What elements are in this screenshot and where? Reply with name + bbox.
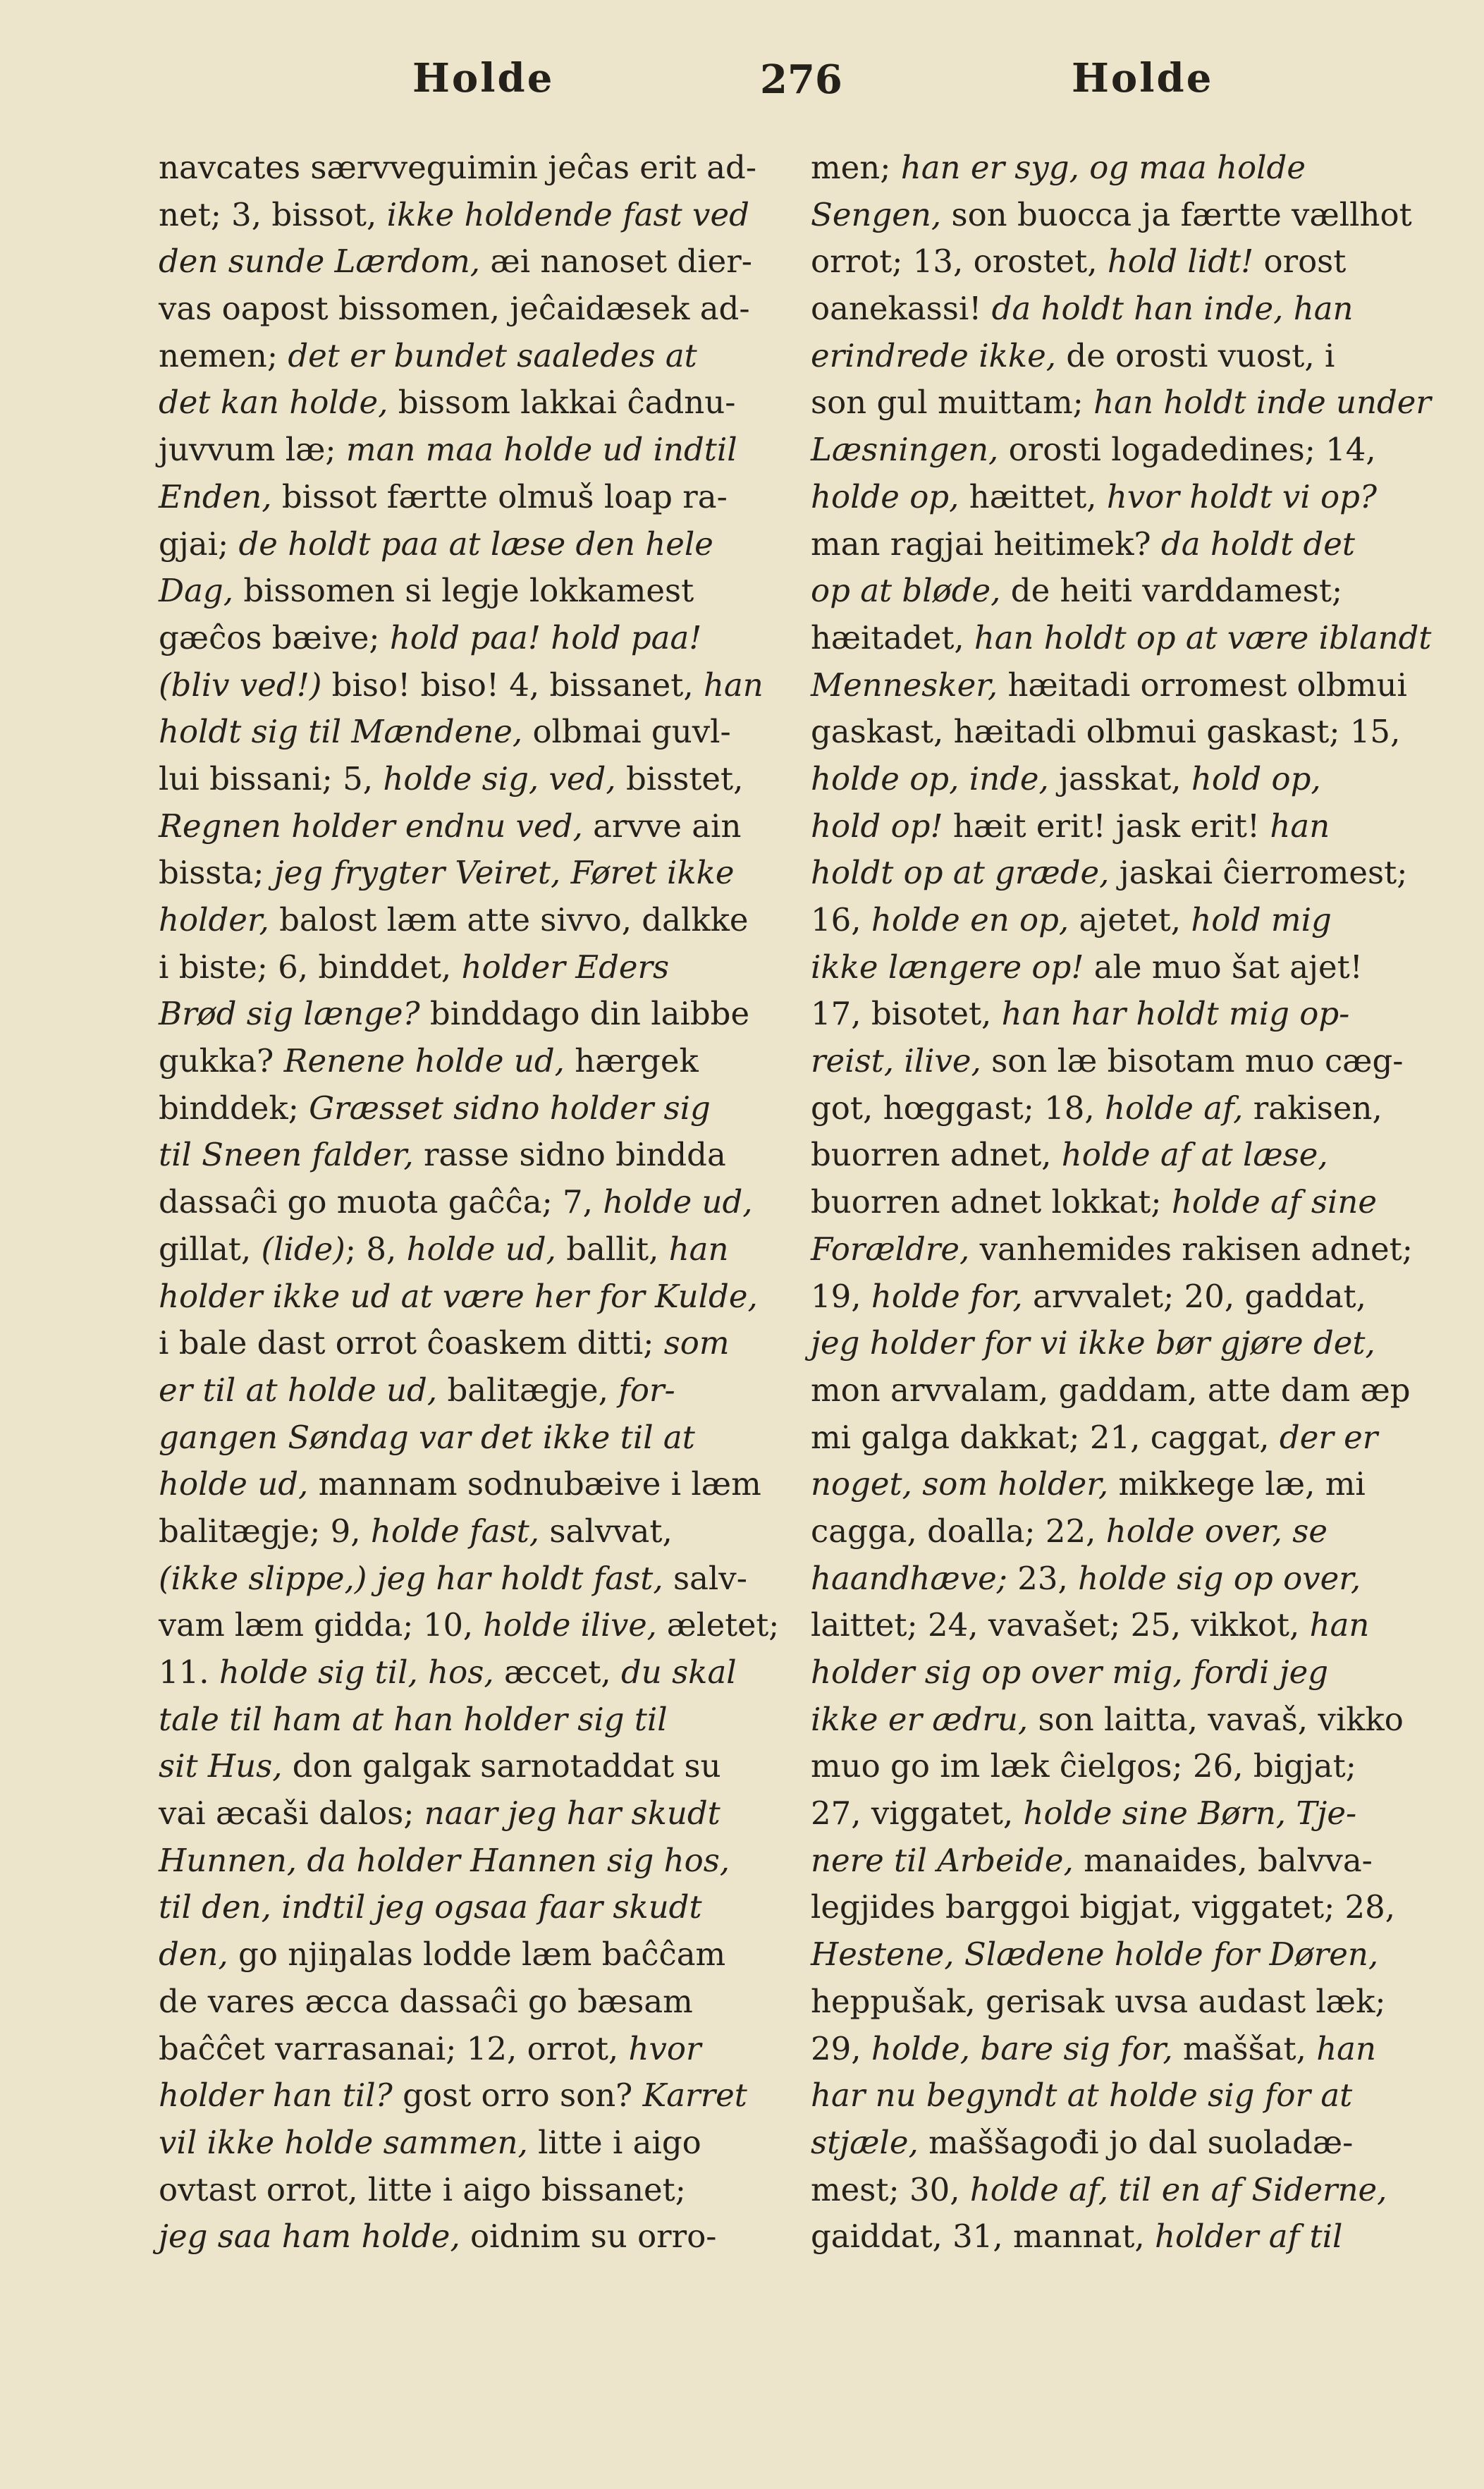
text-line <box>811 615 1432 662</box>
text-line <box>159 1461 779 1508</box>
italic-segment: som <box>663 1324 730 1362</box>
italic-segment: erindrede ikke, <box>811 336 1057 374</box>
italic-segment: han <box>1270 807 1330 845</box>
text-line <box>811 1038 1431 1085</box>
text-segment: vas oapost bissomen, jeĉaidæsek ad- <box>159 290 750 328</box>
text-segment: æletet; <box>656 1606 780 1644</box>
text-line <box>159 1837 779 1885</box>
text-segment: hæittet, <box>959 477 1107 515</box>
text-line <box>811 1508 1431 1555</box>
italic-segment: op at bløde, <box>811 572 1001 610</box>
text-line <box>159 615 779 662</box>
text-segment: muo go im læk ĉielgos; 26, bigjat; <box>811 1747 1356 1785</box>
italic-segment: holdt op at græde, <box>811 854 1110 892</box>
text-line <box>159 1179 779 1226</box>
text-segment: i biste; 6, binddet, <box>159 948 462 986</box>
text-segment: orrot; 13, orostet, <box>811 243 1108 281</box>
text-segment: 19, <box>811 1277 871 1315</box>
text-segment: hæitadet, <box>811 618 974 656</box>
text-segment: son laitta, vavaš, vikko <box>1028 1700 1404 1738</box>
italic-segment: hvor <box>628 2029 701 2067</box>
text-segment: mi galga dakkat; 21, caggat, <box>811 1418 1280 1456</box>
text-segment: orost <box>1253 243 1347 281</box>
italic-segment: holde for, <box>871 1277 1023 1315</box>
text-line <box>159 2120 779 2167</box>
italic-segment: det kan holde, <box>159 384 388 422</box>
text-segment: jasskat, <box>1048 759 1191 797</box>
text-line <box>159 1038 779 1085</box>
italic-segment: han holdt inde under <box>1093 384 1431 422</box>
italic-segment: Hestene, Slædene holde for Døren, <box>811 1935 1379 1974</box>
italic-segment: han <box>668 1230 729 1268</box>
text-segment: 23, <box>1007 1559 1079 1597</box>
italic-segment: holde ud, <box>603 1183 753 1221</box>
text-line <box>159 1602 780 1649</box>
text-line <box>811 1884 1431 1931</box>
text-line <box>159 145 779 192</box>
text-line <box>159 238 779 286</box>
text-line <box>811 1555 1431 1603</box>
text-segment: binddago din laibbe <box>419 995 750 1033</box>
text-segment: gukka? <box>159 1042 284 1080</box>
text-segment: ale muo šat ajet! <box>1084 948 1363 986</box>
text-segment: don galgak sarnotaddat su <box>282 1747 721 1785</box>
italic-segment: Græsset sidno holder sig <box>309 1089 711 1127</box>
text-line <box>159 2072 779 2120</box>
text-segment: mannam sodnubæive i læm <box>308 1465 761 1503</box>
italic-segment: holde over, se <box>1105 1512 1328 1550</box>
italic-segment: holde af, til en af Siderne, <box>969 2170 1387 2208</box>
text-segment: de orosti vuost, i <box>1056 336 1335 374</box>
text-segment: rasse sidno bindda <box>413 1136 726 1174</box>
text-line <box>159 333 779 380</box>
italic-segment: holde op, inde, <box>811 759 1049 797</box>
text-line <box>159 286 779 333</box>
text-line <box>811 2167 1431 2214</box>
page-number: 276 <box>760 56 842 103</box>
italic-segment: holder af til <box>1155 2218 1343 2256</box>
italic-segment: holde ud, <box>159 1465 309 1503</box>
text-segment: maššagođi jo dal suoladæ- <box>918 2123 1354 2161</box>
italic-segment: han holdt op at være iblandt <box>974 618 1432 656</box>
right-column <box>811 145 1431 2261</box>
text-segment: cagga, doalla; 22, <box>811 1512 1106 1550</box>
text-line <box>811 568 1431 615</box>
italic-segment: holde fast, <box>370 1512 540 1550</box>
text-line <box>159 568 779 615</box>
italic-segment: ikke længere op! <box>811 948 1084 986</box>
text-segment: gaskast, hæitadi olbmui gaskast; 15, <box>811 713 1401 751</box>
italic-segment: (lide) <box>261 1230 345 1268</box>
text-segment: ballit, <box>556 1230 669 1268</box>
text-line <box>159 1508 779 1555</box>
text-line <box>811 1085 1431 1132</box>
italic-segment: Hunnen, da holder Hannen sig hos, <box>159 1841 730 1879</box>
italic-segment: den, <box>159 1935 228 1974</box>
text-segment: man ragjai heitimek? <box>811 525 1161 563</box>
italic-segment: den sunde Lærdom, <box>159 243 481 281</box>
italic-segment: holdt sig til Mændene, <box>159 713 523 751</box>
italic-segment: for- <box>618 1371 675 1409</box>
text-segment: ; 8, <box>345 1230 407 1268</box>
text-segment: ajetet, <box>1069 901 1191 938</box>
text-line <box>159 897 779 944</box>
text-segment: de vares æcca dassaĉi go bæsam <box>159 1982 693 2020</box>
text-line <box>811 427 1431 474</box>
text-segment: son gul muittam; <box>811 384 1094 422</box>
text-segment: vanhemides rakisen adnet; <box>969 1230 1413 1268</box>
text-line <box>811 474 1431 521</box>
text-line <box>811 1226 1431 1273</box>
text-line <box>811 897 1431 944</box>
text-segment: æccet, <box>493 1653 621 1691</box>
italic-segment: holde op, <box>811 477 959 515</box>
italic-segment: Forældre, <box>811 1230 970 1268</box>
italic-segment: de holdt paa at læse den hele <box>238 525 713 563</box>
italic-segment: holde, bare sig for, <box>871 2029 1173 2067</box>
italic-segment: stjæle, <box>811 2123 919 2161</box>
text-segment: nemen; <box>159 336 288 374</box>
text-line <box>159 2167 779 2214</box>
text-line <box>811 756 1431 803</box>
text-segment: legjides barggoi bigjat, viggatet; 28, <box>811 1888 1396 1926</box>
text-line <box>159 1931 779 1979</box>
italic-segment: holde af at læse, <box>1061 1136 1328 1174</box>
italic-segment: Regnen holder endnu ved, <box>159 807 583 845</box>
text-line <box>159 379 779 427</box>
text-line <box>159 1367 779 1414</box>
text-line <box>811 1602 1431 1649</box>
text-line <box>811 991 1431 1038</box>
text-line <box>811 379 1431 427</box>
text-line <box>159 1649 779 1696</box>
text-segment: bisstet, <box>615 759 744 797</box>
text-segment: net; 3, bissot, <box>159 195 387 233</box>
italic-segment: holde af sine <box>1171 1183 1377 1221</box>
text-line <box>159 850 779 897</box>
text-line <box>811 1461 1431 1508</box>
italic-segment: har nu begyndt at holde sig for at <box>811 2077 1353 2115</box>
italic-segment: (ikke slippe,) <box>159 1559 367 1597</box>
text-line <box>159 427 779 474</box>
italic-segment: (bliv ved!) <box>159 666 322 704</box>
italic-segment: til den, indtil jeg ogsaa faar skudt <box>159 1888 702 1926</box>
italic-segment: Brød sig længe? <box>159 995 420 1033</box>
italic-segment: holde sine Børn, Tje- <box>1023 1794 1357 1833</box>
italic-segment: holder Eders <box>461 948 670 986</box>
text-segment: orosti logadedines; 14, <box>998 431 1376 469</box>
text-line <box>159 1132 779 1179</box>
text-line <box>811 850 1431 897</box>
text-line <box>159 1226 779 1273</box>
text-segment: go njiŋalas lodde læm baĉĉam <box>228 1935 726 1974</box>
text-line <box>811 662 1431 709</box>
text-segment: gaiddat, 31, mannat, <box>811 2218 1155 2256</box>
italic-segment: er til at holde ud, <box>159 1371 438 1409</box>
text-segment: balitægje; 9, <box>159 1512 371 1550</box>
text-segment: gost orro son? <box>392 2077 643 2115</box>
text-line <box>159 1085 779 1132</box>
italic-segment: hold op! <box>811 807 943 845</box>
text-line <box>811 1320 1431 1367</box>
text-segment: got, hœggast; 18, <box>811 1089 1105 1127</box>
text-segment: æi nanoset dier- <box>480 243 752 281</box>
text-line <box>811 2120 1431 2167</box>
text-segment: arvvalet; 20, gaddat, <box>1022 1277 1366 1315</box>
italic-segment: holder, <box>159 901 269 938</box>
text-line <box>811 803 1431 850</box>
italic-segment: du skal <box>620 1653 737 1691</box>
text-segment: 16, <box>811 901 871 938</box>
italic-segment: vil ikke holde sammen, <box>159 2123 528 2161</box>
text-line <box>159 474 779 521</box>
text-segment: olbmai guvl- <box>522 713 731 751</box>
text-line <box>811 1979 1431 2026</box>
text-segment: baĉĉet varrasanai; 12, orrot, <box>159 2029 629 2067</box>
italic-segment: ikke er ædru, <box>811 1700 1029 1738</box>
italic-segment: noget, som holder, <box>811 1465 1109 1503</box>
text-line <box>159 1696 779 1744</box>
text-line <box>159 521 779 568</box>
text-line <box>159 1273 779 1321</box>
italic-segment: han er syg, og maa holde <box>900 149 1306 186</box>
text-line <box>811 2026 1431 2073</box>
text-line <box>159 1790 779 1837</box>
text-line <box>159 1320 779 1367</box>
italic-segment: nere til Arbeide, <box>811 1841 1074 1879</box>
text-segment: maššat, <box>1172 2029 1317 2067</box>
text-segment: vai æcaši dalos; <box>159 1794 424 1833</box>
text-line <box>811 1649 1431 1696</box>
text-segment: mikkege læ, mi <box>1108 1465 1366 1503</box>
italic-segment: holde sig op over, <box>1078 1559 1361 1597</box>
italic-segment: hold lidt! <box>1107 243 1254 281</box>
italic-segment: man maa holde ud indtil <box>345 431 737 469</box>
text-segment: ovtast orrot, litte i aigo bissanet; <box>159 2170 686 2208</box>
text-line <box>811 333 1431 380</box>
italic-segment: holde en op, <box>871 901 1069 938</box>
left-column <box>159 145 779 2261</box>
italic-segment: Sengen, <box>811 195 942 233</box>
text-line <box>811 145 1431 192</box>
italic-segment: Læsningen, <box>811 431 999 469</box>
text-line <box>159 2213 779 2261</box>
italic-segment: hold op, <box>1191 759 1321 797</box>
italic-segment: Mennesker, <box>811 666 998 704</box>
text-line <box>811 1790 1431 1837</box>
text-line <box>811 1414 1431 1462</box>
text-segment: oanekassi! <box>811 290 992 328</box>
text-segment: buorren adnet lokkat; <box>811 1183 1172 1221</box>
italic-segment: jeg har holdt fast, <box>376 1559 663 1597</box>
text-segment: balitægje, <box>437 1371 619 1409</box>
text-line <box>811 1367 1431 1414</box>
text-segment: son buocca ja færtte vællhot <box>941 195 1412 233</box>
italic-segment: naar jeg har skudt <box>424 1794 720 1833</box>
text-line <box>811 1743 1431 1790</box>
text-segment: binddek; <box>159 1089 309 1127</box>
text-segment: lui bissani; 5, <box>159 759 384 797</box>
text-segment: laittet; 24, vavašet; 25, vikkot, <box>811 1606 1310 1644</box>
italic-segment: tale til ham at han holder sig til <box>159 1700 668 1738</box>
text-line <box>811 2213 1431 2261</box>
text-line <box>159 756 779 803</box>
text-segment: balost læm atte sivvo, dalkke <box>269 901 749 938</box>
italic-segment: ikke holdende fast ved <box>386 195 749 233</box>
text-line <box>811 944 1431 991</box>
italic-segment: han har holdt mig op- <box>1001 995 1350 1033</box>
text-segment: salvvat, <box>539 1512 673 1550</box>
italic-segment: jeg saa ham holde, <box>159 2218 460 2256</box>
italic-segment: gangen Søndag var det ikke til at <box>159 1418 695 1456</box>
text-segment: rakisen, <box>1243 1089 1382 1127</box>
italic-segment: jeg holder for vi ikke bør gjøre det, <box>811 1324 1375 1362</box>
text-segment: 29, <box>811 2029 871 2067</box>
text-segment: gjai; <box>159 525 239 563</box>
italic-segment: hvor holdt vi op? <box>1106 477 1378 515</box>
italic-segment: der er <box>1279 1418 1378 1456</box>
text-segment: dassaĉi go muota gaĉĉa; 7, <box>159 1183 603 1221</box>
text-line <box>811 286 1431 333</box>
text-segment: 17, bisotet, <box>811 995 1002 1033</box>
text-segment: hæit erit! jask erit! <box>943 807 1270 845</box>
text-segment: manaides, balvva- <box>1073 1841 1373 1879</box>
italic-segment: han <box>1309 1606 1370 1644</box>
italic-segment: det er bundet saaledes at <box>288 336 697 374</box>
text-segment: biso! biso! 4, bissanet, <box>321 666 704 704</box>
italic-segment: holder ikke ud at være her for Kulde, <box>159 1277 758 1315</box>
italic-segment: holder han til? <box>159 2077 393 2115</box>
text-line <box>159 1555 779 1603</box>
italic-segment: da holdt han inde, han <box>991 290 1354 328</box>
text-line <box>159 1979 779 2026</box>
text-segment: men; <box>811 149 901 186</box>
italic-segment: Karret <box>642 2077 747 2115</box>
text-segment: 11. <box>159 1653 219 1691</box>
text-segment: salv- <box>663 1559 747 1597</box>
italic-segment: han <box>1316 2029 1376 2067</box>
italic-segment: holde ud, <box>406 1230 556 1268</box>
italic-segment: holde sig, ved, <box>383 759 616 797</box>
text-segment: 27, viggatet, <box>811 1794 1024 1833</box>
italic-segment: Dag, <box>159 572 234 610</box>
text-segment: mest; 30, <box>811 2170 970 2208</box>
text-segment: heppušak, gerisak uvsa audast læk; <box>811 1982 1386 2020</box>
text-segment: oidnim su orro- <box>460 2218 717 2256</box>
text-segment: jaskai ĉierromest; <box>1109 854 1408 892</box>
italic-segment: reist, ilive, <box>811 1042 981 1080</box>
italic-segment: hold paa! hold paa! <box>389 618 702 656</box>
text-line <box>811 238 1431 286</box>
text-segment: i bale dast orrot ĉoaskem ditti; <box>159 1324 664 1362</box>
running-head-left: Holde <box>412 55 555 102</box>
italic-segment: hold mig <box>1191 901 1332 938</box>
text-line <box>159 991 779 1038</box>
text-segment: bissta; <box>159 854 274 892</box>
text-line <box>811 1931 1431 1979</box>
text-line <box>159 709 779 756</box>
text-line <box>811 521 1431 568</box>
text-segment <box>367 1560 376 1597</box>
text-line <box>159 662 779 709</box>
italic-segment: til Sneen falder, <box>159 1136 414 1174</box>
text-line <box>159 1414 779 1462</box>
text-line <box>159 1743 779 1790</box>
text-line <box>811 1696 1431 1744</box>
text-line <box>811 1837 1431 1885</box>
italic-segment: Renene holde ud, <box>283 1042 565 1080</box>
italic-segment: han <box>703 666 764 704</box>
text-line <box>811 2072 1431 2120</box>
text-segment: son læ bisotam muo cæg- <box>981 1042 1404 1080</box>
text-segment: vam læm gidda; 10, <box>159 1606 484 1644</box>
italic-segment: Enden, <box>159 477 272 515</box>
text-segment: juvvum læ; <box>159 431 346 469</box>
text-segment: de heiti varddamest; <box>1000 572 1343 610</box>
text-line <box>811 192 1431 239</box>
text-line <box>811 1179 1431 1226</box>
text-segment: hærgek <box>564 1042 699 1080</box>
text-line <box>159 944 779 991</box>
text-line <box>811 709 1431 756</box>
text-line <box>159 2026 779 2073</box>
text-segment: arvve ain <box>582 807 742 845</box>
running-head-right: Holde <box>1072 55 1214 102</box>
italic-segment: da holdt det <box>1160 525 1356 563</box>
text-segment: bissomen si legje lokkamest <box>233 572 694 610</box>
text-segment: litte i aigo <box>527 2123 701 2161</box>
italic-segment: haandhæve; <box>811 1559 1007 1597</box>
italic-segment: jeg frygter Veiret, Føret ikke <box>274 854 735 892</box>
italic-segment: holder sig op over mig, fordi jeg <box>811 1653 1329 1691</box>
text-line <box>159 192 779 239</box>
text-segment: navcates særvveguimin jeĉas erit ad- <box>159 149 757 186</box>
italic-segment: holde ilive, <box>483 1606 657 1644</box>
italic-segment: holde af, <box>1105 1089 1244 1127</box>
text-segment: gillat, <box>159 1230 262 1268</box>
text-segment: buorren adnet, <box>811 1136 1062 1174</box>
italic-segment: sit Hus, <box>159 1747 283 1785</box>
text-segment: bissot færtte olmuš loap ra- <box>271 477 728 515</box>
text-line <box>159 803 779 850</box>
text-segment: gæĉos bæive; <box>159 618 390 656</box>
text-segment: bissom lakkai ĉadnu- <box>388 384 736 422</box>
text-segment: mon arvvalam, gaddam, atte dam æp <box>811 1371 1411 1409</box>
italic-segment: holde sig til, hos, <box>219 1653 494 1691</box>
text-line <box>811 1132 1431 1179</box>
text-segment: hæitadi orromest olbmui <box>998 666 1407 704</box>
text-line <box>159 1884 779 1931</box>
text-line <box>811 1273 1431 1321</box>
